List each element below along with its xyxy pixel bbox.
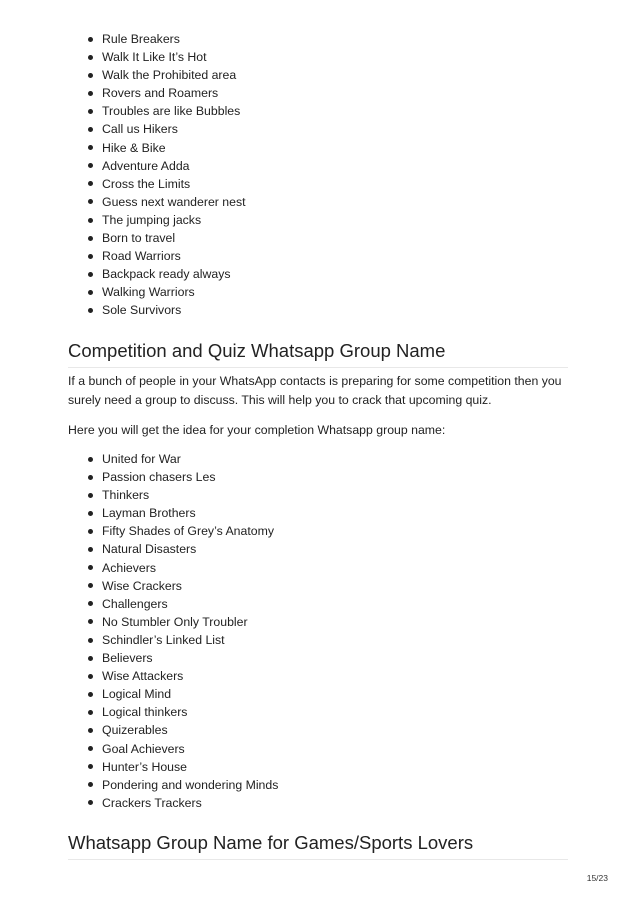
bullet-icon	[88, 782, 93, 787]
bullet-icon	[88, 145, 93, 150]
list-item-label: Crackers Trackers	[102, 795, 202, 810]
list-item	[88, 703, 278, 721]
list-item-label: Natural Disasters	[102, 542, 197, 557]
list-item-label: Logical thinkers	[102, 705, 188, 720]
list-item	[88, 247, 246, 265]
list-item	[88, 301, 246, 319]
bullet-icon	[88, 493, 93, 498]
list-item	[88, 193, 246, 211]
bullet-icon	[88, 746, 93, 751]
bullet-icon	[88, 475, 93, 480]
page-number: 15/23	[586, 873, 608, 883]
list-item-label: Fifty Shades of Grey’s Anatomy	[102, 524, 275, 539]
list-item-label: Walking Warriors	[102, 285, 195, 300]
list-item	[88, 631, 278, 649]
bullet-icon	[88, 236, 93, 241]
list-item	[88, 649, 278, 667]
list-item	[88, 84, 246, 102]
bullet-icon	[88, 583, 93, 588]
list-item	[88, 776, 278, 794]
list-item-label: Adventure Adda	[102, 158, 190, 173]
list-item	[88, 504, 278, 522]
bullet-icon	[88, 181, 93, 186]
list-item-label: Road Warriors	[102, 249, 181, 264]
list-item	[88, 577, 278, 595]
list-item	[88, 450, 278, 468]
list-item	[88, 486, 278, 504]
bullet-icon	[88, 547, 93, 552]
list-item	[88, 667, 278, 685]
list-item	[88, 540, 278, 558]
bullet-icon	[88, 710, 93, 715]
bullet-icon	[88, 565, 93, 570]
group-name-list-competition	[88, 450, 278, 812]
list-item-label: Believers	[102, 651, 153, 666]
bullet-icon	[88, 91, 93, 96]
list-item-label: Hunter’s House	[102, 759, 187, 774]
bullet-icon	[88, 511, 93, 516]
list-item-label: Logical Mind	[102, 687, 172, 702]
list-item-label: No Stumbler Only Troubler	[102, 614, 248, 629]
list-item-label: Challengers	[102, 596, 168, 611]
bullet-icon	[88, 764, 93, 769]
list-item-label: Pondering and wondering Minds	[102, 777, 279, 792]
bullet-icon	[88, 199, 93, 204]
list-item	[88, 468, 278, 486]
list-item-label: Wise Attackers	[102, 669, 184, 684]
bullet-icon	[88, 73, 93, 78]
list-item-label: Layman Brothers	[102, 506, 196, 521]
list-item-label: Call us Hikers	[102, 122, 178, 137]
list-item	[88, 48, 246, 66]
bullet-icon	[88, 674, 93, 679]
list-item	[88, 595, 278, 613]
list-item	[88, 794, 278, 812]
list-item-label: Passion chasers Les	[102, 470, 216, 485]
group-name-list-travel	[88, 30, 246, 320]
bullet-icon	[88, 308, 93, 313]
bullet-icon	[88, 254, 93, 259]
bullet-icon	[88, 290, 93, 295]
bullet-icon	[88, 457, 93, 462]
bullet-icon	[88, 163, 93, 168]
bullet-icon	[88, 55, 93, 60]
list-item-label: Walk It Like It’s Hot	[102, 50, 207, 65]
list-item-label: Rule Breakers	[102, 32, 180, 46]
list-item	[88, 102, 246, 120]
list-item	[88, 522, 278, 540]
list-item	[88, 685, 278, 703]
list-item-label: Thinkers	[102, 488, 150, 503]
bullet-icon	[88, 601, 93, 606]
list-item	[88, 721, 278, 739]
section-heading-games: Whatsapp Group Name for Games/Sports Lovers	[68, 831, 568, 860]
intro-paragraph: If a bunch of people in your WhatsApp contacts is preparing for some competition then you surely need a group to discuss. This will help you to crack that upcoming quiz.	[68, 374, 562, 407]
list-item-label: Achievers	[102, 560, 156, 575]
bullet-icon	[88, 529, 93, 534]
list-item	[88, 66, 246, 84]
list-item-label: Hike & Bike	[102, 140, 166, 155]
list-item	[88, 30, 246, 48]
lead-in-paragraph: Here you will get the idea for your completion Whatsapp group name:	[68, 423, 446, 437]
bullet-icon	[88, 728, 93, 733]
list-item	[88, 758, 278, 776]
section-heading-competition: Competition and Quiz Whatsapp Group Name	[68, 339, 568, 368]
list-item-label: Born to travel	[102, 231, 176, 246]
list-item-label: Cross the Limits	[102, 176, 191, 191]
list-item-label: Quizerables	[102, 723, 168, 738]
bullet-icon	[88, 109, 93, 114]
list-item-label: Wise Crackers	[102, 578, 182, 593]
bullet-icon	[88, 218, 93, 223]
list-item-label: Guess next wanderer nest	[102, 194, 246, 209]
bullet-icon	[88, 272, 93, 277]
list-item-label: The jumping jacks	[102, 212, 202, 227]
list-item	[88, 740, 278, 758]
bullet-icon	[88, 127, 93, 132]
list-item	[88, 283, 246, 301]
bullet-icon	[88, 37, 93, 42]
list-item	[88, 120, 246, 138]
list-item	[88, 265, 246, 283]
list-item-label: Rovers and Roamers	[102, 86, 219, 101]
list-item	[88, 613, 278, 631]
list-item	[88, 229, 246, 247]
list-item-label: Goal Achievers	[102, 741, 185, 756]
list-item	[88, 139, 246, 157]
list-item-label: Sole Survivors	[102, 303, 182, 318]
list-item	[88, 157, 246, 175]
bullet-icon	[88, 800, 93, 805]
list-item-label: Troubles are like Bubbles	[102, 104, 241, 119]
list-item	[88, 175, 246, 193]
list-item-label: Schindler’s Linked List	[102, 632, 225, 647]
list-item-label: Backpack ready always	[102, 267, 231, 282]
bullet-icon	[88, 692, 93, 697]
list-item-label: Walk the Prohibited area	[102, 68, 237, 83]
list-item	[88, 559, 278, 577]
bullet-icon	[88, 619, 93, 624]
bullet-icon	[88, 656, 93, 661]
list-item	[88, 211, 246, 229]
list-item-label: United for War	[102, 452, 181, 466]
bullet-icon	[88, 638, 93, 643]
